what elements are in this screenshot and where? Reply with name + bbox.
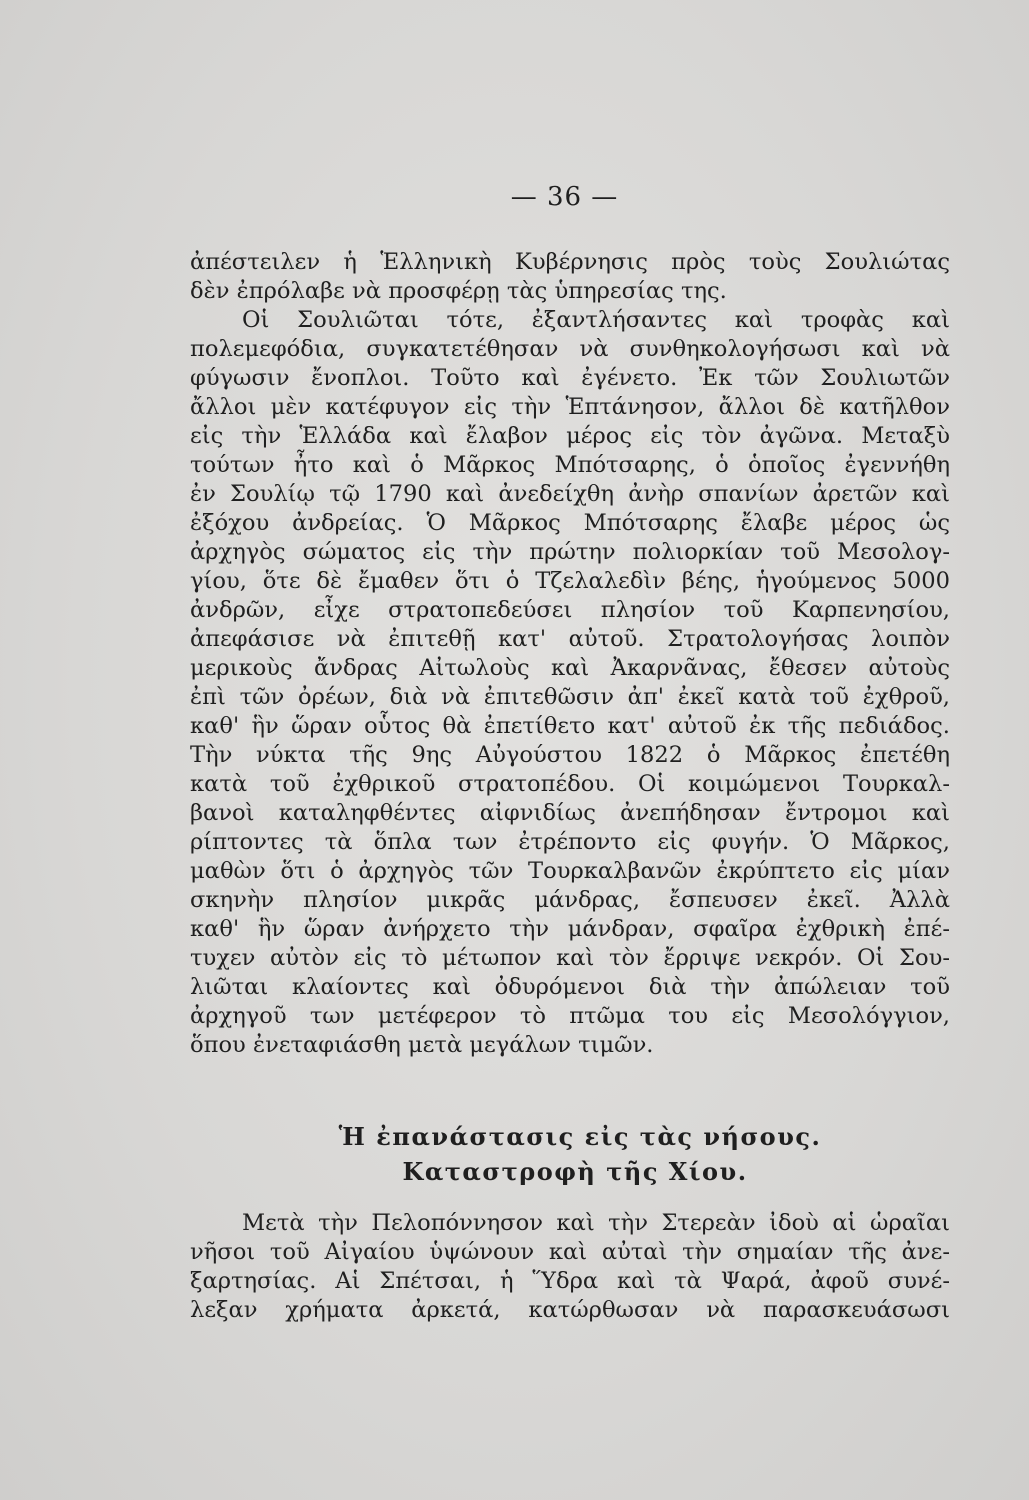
paragraph-3-line: ξαρτησίας. Αἱ Σπέτσαι, ἡ Ὕδρα καὶ τὰ Ψαρά, ἀφοῦ συνέ-: [190, 1268, 950, 1294]
paragraph-2-line: εἰς τὴν Ἑλλάδα καὶ ἔλαβον μέρος εἰς τὸν ἀγῶνα. Μεταξὺ: [190, 423, 950, 449]
section-text: [190, 1209, 950, 1325]
paragraph-2-line: σκηνὴν πλησίον μικρᾶς μάνδρας, ἔσπευσεν ἐκεῖ. Ἀλλὰ: [190, 887, 950, 913]
section-heading-line-2: Καταστροφὴ τῆς Χίου.: [402, 1157, 748, 1186]
paragraph-3-line: λεξαν χρήματα ἀρκετά, κατώρθωσαν νὰ παρασκευάσωσι: [190, 1297, 950, 1323]
paragraph-3-line: νῆσοι τοῦ Αἰγαίου ὑψώνουν καὶ αὐταὶ τὴν σημαίαν τῆς ἀνε-: [190, 1239, 950, 1265]
body-text: [190, 248, 950, 1060]
paragraph-1-line: δὲν ἐπρόλαβε νὰ προσφέρῃ τὰς ὑπηρεσίας της.: [190, 278, 727, 304]
paragraph-2-line: ἄλλοι μὲν κατέφυγον εἰς τὴν Ἑπτάνησον, ἄλλοι δὲ κατῆλθον: [190, 394, 950, 420]
section-heading-line-1: Ἡ ἐπανάστασις εἰς τὰς νήσους.: [338, 1122, 822, 1151]
paragraph-2-line: ἀνδρῶν, εἶχε στρατοπεδεύσει πλησίον τοῦ Καρπενησίου,: [190, 597, 950, 623]
paragraph-2-line: γίου, ὅτε δὲ ἔμαθεν ὅτι ὁ Τζελαλεδὶν βέης, ἡγούμενος 5000: [190, 568, 950, 594]
paragraph-2-line: ἐν Σουλίῳ τῷ 1790 καὶ ἀνεδείχθη ἀνὴρ σπανίων ἀρετῶν καὶ: [190, 481, 950, 507]
paragraph-2-line: ἐξόχου ἀνδρείας. Ὁ Μᾶρκος Μπότσαρης ἔλαβε μέρος ὡς: [190, 510, 950, 536]
page-number: — 36 —: [510, 182, 619, 212]
paragraph-2-line: ἀπεφάσισε νὰ ἐπιτεθῇ κατ' αὐτοῦ. Στρατολογήσας λοιπὸν: [190, 626, 950, 652]
paragraph-2-line: καθ' ἣν ὥραν οὗτος θὰ ἐπετίθετο κατ' αὐτοῦ ἐκ τῆς πεδιάδος.: [190, 713, 950, 739]
paragraph-2-line: καθ' ἣν ὥραν ἀνήρχετο τὴν μάνδραν, σφαῖρα ἐχθρικὴ ἐπέ-: [190, 916, 950, 942]
paragraph-2-line: μαθὼν ὅτι ὁ ἀρχηγὸς τῶν Τουρκαλβανῶν ἐκρύπτετο εἰς μίαν: [190, 858, 950, 884]
paragraph-1-line: ἀπέστειλεν ἡ Ἑλληνικὴ Κυβέρνησις πρὸς τοὺς Σουλιώτας: [190, 249, 950, 275]
paragraph-2-line: ἀρχηγοῦ των μετέφερον τὸ πτῶμα του εἰς Μεσολόγγιον,: [190, 1003, 950, 1029]
paragraph-2-line: ἀρχηγὸς σώματος εἰς τὴν πρώτην πολιορκίαν τοῦ Μεσολογ-: [190, 539, 950, 565]
paragraph-2-line: πολεμεφόδια, συγκατετέθησαν νὰ συνθηκολογήσωσι καὶ νὰ: [190, 336, 950, 362]
paragraph-2-line: τούτων ἦτο καὶ ὁ Μᾶρκος Μπότσαρης, ὁ ὁποῖος ἐγεννήθη: [190, 452, 950, 478]
paragraph-2-line: λιῶται κλαίοντες καὶ ὀδυρόμενοι διὰ τὴν ἀπώλειαν τοῦ: [190, 974, 950, 1000]
paragraph-2-line: ρίπτοντες τὰ ὅπλα των ἐτρέποντο εἰς φυγήν. Ὁ Μᾶρκος,: [190, 829, 950, 855]
paragraph-2-line: τυχεν αὐτὸν εἰς τὸ μέτωπον καὶ τὸν ἔρριψε νεκρόν. Οἱ Σου-: [190, 945, 950, 971]
paragraph-2-line: βανοὶ καταληφθέντες αἰφνιδίως ἀνεπήδησαν ἔντρομοι καὶ: [190, 800, 950, 826]
paragraph-2-line: Τὴν νύκτα τῆς 9ης Αὐγούστου 1822 ὁ Μᾶρκος ἐπετέθη: [190, 742, 950, 768]
paragraph-2-line: κατὰ τοῦ ἐχθρικοῦ στρατοπέδου. Οἱ κοιμώμενοι Τουρκαλ-: [190, 771, 950, 797]
paragraph-2-line: ὅπου ἐνεταφιάσθη μετὰ μεγάλων τιμῶν.: [190, 1032, 654, 1058]
paragraph-2-line: μερικοὺς ἄνδρας Αἰτωλοὺς καὶ Ἀκαρνᾶνας, ἔθεσεν αὐτοὺς: [190, 655, 950, 681]
paragraph-2-line: ἐπὶ τῶν ὀρέων, διὰ νὰ ἐπιτεθῶσιν ἀπ' ἐκεῖ κατὰ τοῦ ἐχθροῦ,: [190, 684, 950, 710]
paragraph-2-line: φύγωσιν ἔνοπλοι. Τοῦτο καὶ ἐγένετο. Ἐκ τῶν Σουλιωτῶν: [190, 365, 950, 391]
paragraph-3-line: Μετὰ τὴν Πελοπόννησον καὶ τὴν Στερεὰν ἰδοὺ αἱ ὡραῖαι: [242, 1210, 950, 1236]
paragraph-2-line: Οἱ Σουλιῶται τότε, ἐξαντλήσαντες καὶ τροφὰς καὶ: [242, 307, 950, 333]
